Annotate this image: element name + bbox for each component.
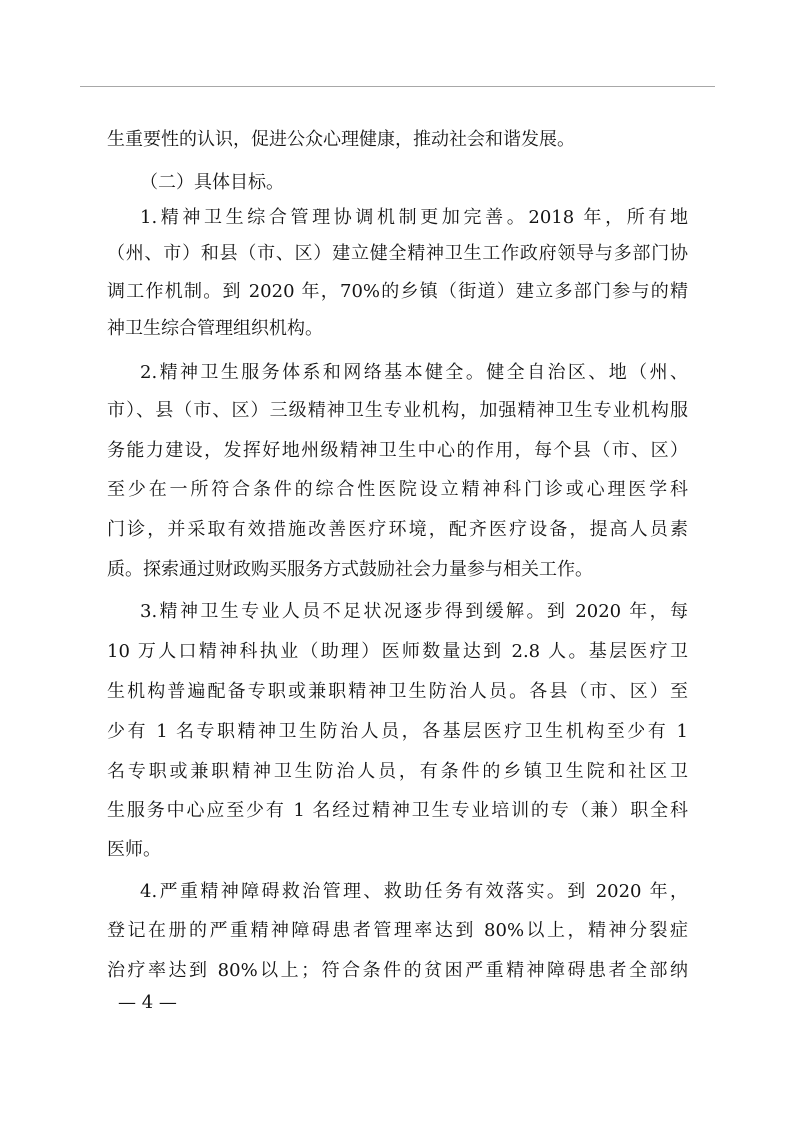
text-line: 市）、县（市、区）三级精神卫生专业机构，加强精神卫生专业机构服 bbox=[107, 400, 688, 421]
text-line: （二）具体目标。 bbox=[140, 172, 284, 193]
text-line: 务能力建设，发挥好地州级精神卫生中心的作用，每个县（市、区） bbox=[107, 440, 688, 461]
text-line: 生重要性的认识，促进公众心理健康，推动社会和谐发展。 bbox=[107, 129, 575, 150]
text-line: 质。探索通过财政购买服务方式鼓励社会力量参与相关工作。 bbox=[107, 559, 593, 580]
text-line: 4.严重精神障碍救治管理、救助任务有效落实。到 2020 年， bbox=[140, 881, 688, 902]
page-number: — 4 — bbox=[118, 992, 177, 1013]
text-line: 登记在册的严重精神障碍患者管理率达到 80%以上，精神分裂症 bbox=[107, 920, 688, 941]
text-line: 生机构普遍配备专职或兼职精神卫生防治人员。各县（市、区）至 bbox=[107, 681, 688, 702]
text-line: 调工作机制。到 2020 年，70%的乡镇（街道）建立多部门参与的精 bbox=[107, 281, 688, 302]
text-line: 10 万人口精神科执业（助理）医师数量达到 2.8 人。基层医疗卫 bbox=[107, 641, 688, 662]
header-rule bbox=[80, 86, 715, 87]
text-line: 门诊，并采取有效措施改善医疗环境，配齐医疗设备，提高人员素 bbox=[107, 519, 688, 540]
text-line: 3.精神卫生专业人员不足状况逐步得到缓解。到 2020 年，每 bbox=[140, 601, 688, 622]
text-line: 少有 1 名专职精神卫生防治人员，各基层医疗卫生机构至少有 1 bbox=[107, 721, 688, 742]
text-line: 2.精神卫生服务体系和网络基本健全。健全自治区、地（州、 bbox=[140, 362, 688, 383]
text-line: （州、市）和县（市、区）建立健全精神卫生工作政府领导与多部门协 bbox=[107, 243, 688, 264]
text-line: 1.精神卫生综合管理协调机制更加完善。2018 年，所有地 bbox=[140, 207, 688, 228]
text-line: 神卫生综合管理组织机构。 bbox=[107, 318, 323, 339]
text-line: 治疗率达到 80%以上；符合条件的贫困严重精神障碍患者全部纳 bbox=[107, 960, 688, 981]
text-line: 至少在一所符合条件的综合性医院设立精神科门诊或心理医学科 bbox=[107, 479, 688, 500]
text-line: 生服务中心应至少有 1 名经过精神卫生专业培训的专（兼）职全科 bbox=[107, 800, 688, 821]
text-line: 名专职或兼职精神卫生防治人员，有条件的乡镇卫生院和社区卫 bbox=[107, 761, 688, 782]
text-line: 医师。 bbox=[107, 839, 161, 860]
